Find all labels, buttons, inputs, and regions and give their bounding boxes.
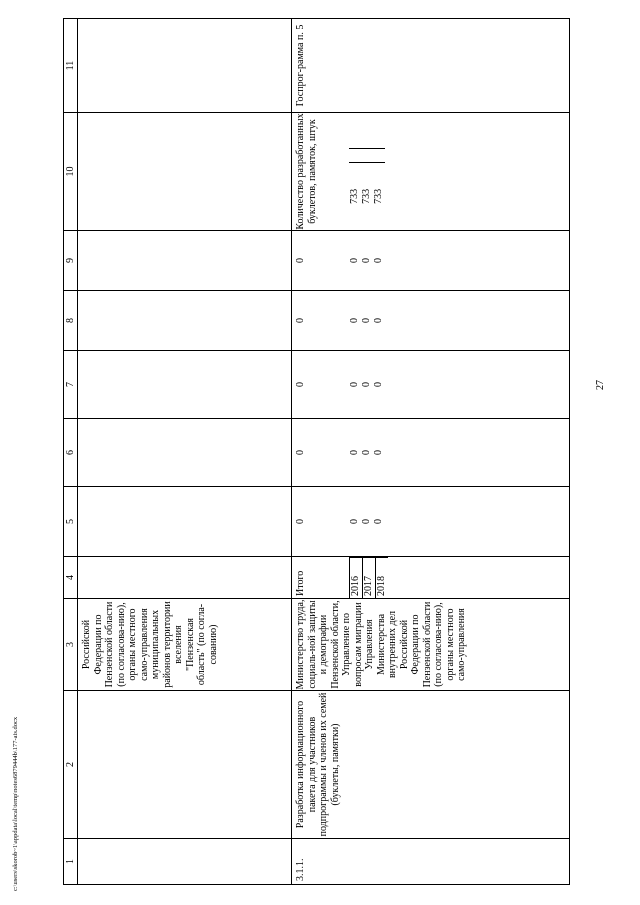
value-cell: 0 [361,258,372,263]
period-2016: 2016 [350,558,363,599]
value-cell: 0 [295,258,306,263]
value-cell: 0 [349,318,360,323]
value-cell: 0 [295,382,306,387]
col-header-7: 7 [64,351,78,419]
value-cell: 0 [373,382,384,387]
col7-values [292,351,570,419]
col-header-4: 4 [64,557,78,599]
value-cell: 0 [349,519,360,524]
col8-values [292,291,570,351]
program-table [63,18,570,885]
periods-cell [292,557,570,599]
value-cell: 0 [361,450,372,455]
continued-executor-cell: Российской Федерации по Пензенской области (по согласова-нию), органы местного само-управления муниципальных районов территории вселения "Пензенская область" (по согла-сованию) [78,599,292,691]
col-header-9: 9 [64,231,78,291]
indicator-value: 733 [349,188,360,204]
row-measure-name: Разработка информационного пакета для участников подпрограммы и членов их семей (буклеты, памятки) [292,691,570,839]
value-cell: 0 [349,258,360,263]
page-number: 27 [595,380,606,390]
value-cell: 0 [373,519,384,524]
continuation-row [78,19,292,885]
col-header-10: 10 [64,113,78,231]
period-2017: 2017 [363,558,376,599]
value-cell: 0 [361,382,372,387]
value-cell: 0 [349,450,360,455]
row-code: 3.1.1. [292,839,570,885]
value-cell: 0 [295,519,306,524]
value-cell: 0 [349,382,360,387]
col-header-2: 2 [64,691,78,839]
period-total: Итого [295,570,306,596]
value-cell: 0 [361,519,372,524]
table-row [292,19,570,885]
value-cell: 0 [361,318,372,323]
col-header-3: 3 [64,599,78,691]
basis-cell: Госпрог-рамма п. 5 [292,19,570,113]
col5-values [292,487,570,557]
value-cell: 0 [295,450,306,455]
value-cell: 0 [373,450,384,455]
value-cell: 0 [373,258,384,263]
footer-file-path: c:\users\skorob~1\appdata\local\temp\notes6879444b\177-ais.docx [12,716,19,891]
value-cell: 0 [373,318,384,323]
col-header-8: 8 [64,291,78,351]
indicator-value: 733 [361,188,372,204]
indicator-cell [292,113,570,231]
col-header-11: 11 [64,19,78,113]
col6-values [292,419,570,487]
value-cell: 0 [295,318,306,323]
col-header-6: 6 [64,419,78,487]
row-executor: Министерство труда, социаль-ной защиты и демографии Пензенской области, Управление по вопросам миграции Управления Министерства внутренних дел Российской Федерации по Пензенской области (по согласова-нию), органы местного само-управления [292,599,570,691]
col-header-1: 1 [64,839,78,885]
col9-values [292,231,570,291]
indicator-name: Количество разработанных буклетов, памяток, штук [295,113,318,230]
indicator-value: 733 [373,188,384,204]
col-header-5: 5 [64,487,78,557]
period-2018: 2018 [376,558,389,599]
header-row [64,19,78,885]
